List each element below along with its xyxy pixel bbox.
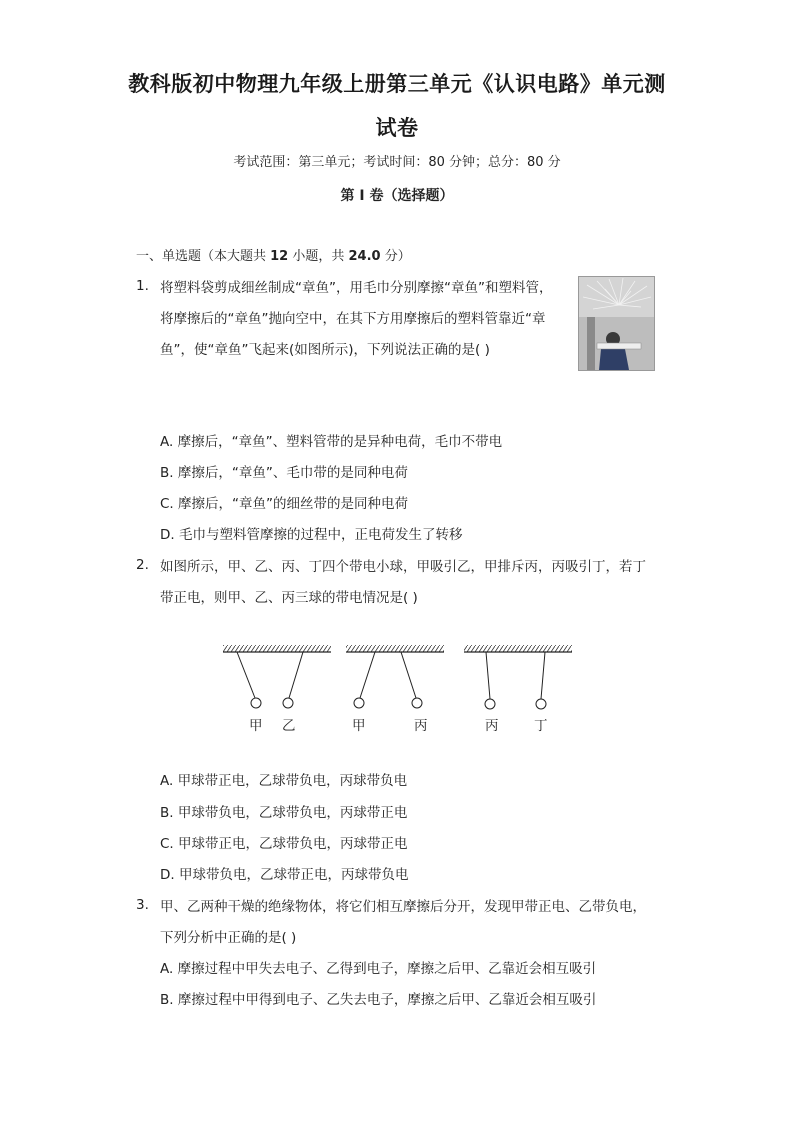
ball-label-jia: 甲	[249, 718, 263, 734]
section-heading	[136, 245, 411, 264]
volume-heading: 第 I 卷（选择题）	[340, 188, 454, 204]
question-3-line: 下列分析中正确的是( )	[160, 930, 297, 946]
charged-balls-diagram	[215, 640, 585, 740]
question-2-option-b: B. 甲球带负电，乙球带负电，丙球带正电	[160, 805, 408, 821]
ceiling-1	[223, 645, 331, 652]
ceiling-3	[464, 645, 572, 652]
question-2-number: 2.	[136, 557, 149, 573]
question-2-option-c: C. 甲球带正电，乙球带负电，丙球带正电	[160, 836, 408, 852]
section-score: 24.0	[348, 249, 381, 264]
question-1-option-a: A. 摩擦后，“章鱼”、塑料管带的是异种电荷，毛巾不带电	[160, 434, 503, 450]
section-count: 12	[270, 249, 289, 264]
ball-label-bing: 丙	[485, 718, 499, 734]
question-1-option-d: D. 毛巾与塑料管摩擦的过程中，正电荷发生了转移	[160, 527, 463, 543]
question-3-option-a: A. 摩擦过程中甲失去电子、乙得到电子，摩擦之后甲、乙靠近会相互吸引	[160, 961, 597, 977]
ceiling-2	[346, 645, 444, 652]
photo-illustration	[579, 277, 654, 370]
exam-info: 考试范围：第三单元；考试时间：80 分钟；总分：80 分	[233, 155, 561, 170]
question-2-line: 如图所示，甲、乙、丙、丁四个带电小球，甲吸引乙，甲排斥丙，丙吸引丁，若丁	[160, 559, 646, 575]
ball-label-bing: 丙	[414, 718, 428, 734]
question-1-line: 鱼”，使“章鱼”飞起来(如图所示)，下列说法正确的是( )	[160, 342, 490, 358]
question-3-line: 甲、乙两种干燥的绝缘物体，将它们相互摩擦后分开，发现甲带正电、乙带负电，	[160, 899, 646, 915]
question-3-option-b: B. 摩擦过程中甲得到电子、乙失去电子，摩擦之后甲、乙靠近会相互吸引	[160, 992, 597, 1008]
question-1-option-c: C. 摩擦后，“章鱼”的细丝带的是同种电荷	[160, 496, 408, 512]
question-2-line: 带正电，则甲、乙、丙三球的带电情况是( )	[160, 590, 418, 606]
section-mid: 小题，共	[288, 249, 349, 264]
question-1-option-b: B. 摩擦后，“章鱼”、毛巾带的是同种电荷	[160, 465, 408, 481]
question-2-option-a: A. 甲球带正电，乙球带负电，丙球带负电	[160, 773, 408, 789]
exam-title-line2: 试卷	[375, 116, 419, 140]
ball-label-jia: 甲	[352, 718, 366, 734]
exam-title-line1: 教科版初中物理九年级上册第三单元《认识电路》单元测	[128, 72, 666, 96]
ball-label-ding: 丁	[534, 718, 548, 734]
question-3-number: 3.	[136, 897, 149, 913]
section-suffix: 分）	[380, 249, 411, 264]
question-2-option-d: D. 甲球带负电，乙球带正电，丙球带负电	[160, 867, 409, 883]
charged-balls-svg	[215, 640, 585, 740]
question-1-number: 1.	[136, 278, 149, 294]
question-1-line: 将塑料袋剪成细丝制成“章鱼”，用毛巾分别摩擦“章鱼”和塑料管，	[160, 280, 553, 296]
section-prefix: 一、单选题（本大题共	[136, 249, 271, 264]
ball-label-yi: 乙	[282, 718, 296, 734]
octopus-experiment-photo	[578, 276, 655, 371]
question-1-line: 将摩擦后的“章鱼”抛向空中，在其下方用摩擦后的塑料管靠近“章	[160, 311, 546, 327]
